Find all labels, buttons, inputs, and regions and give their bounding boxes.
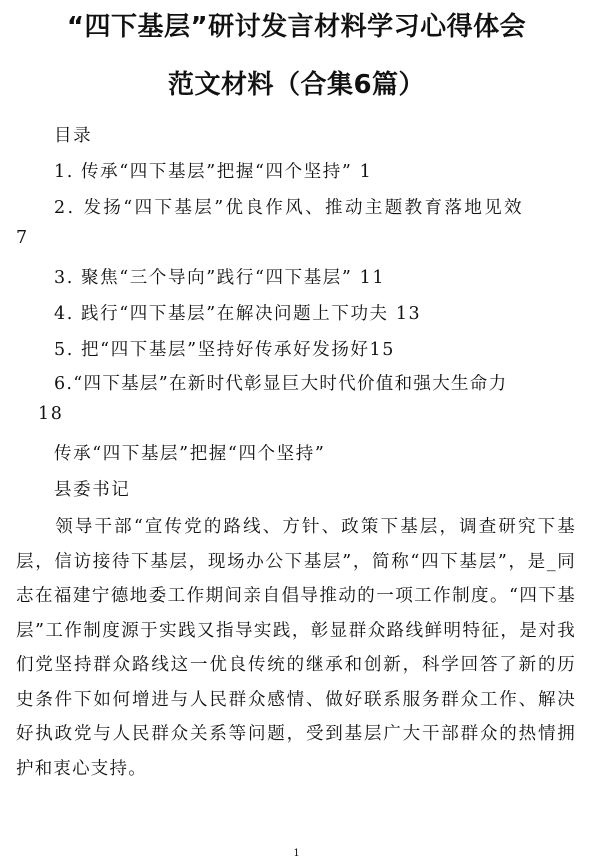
document-title-line-2: 范文材料（合集6篇） — [167, 70, 426, 100]
page-number: 1 — [293, 848, 300, 859]
toc-item-continuation: 18 — [38, 404, 64, 424]
document-title-line-1: “四下基层”研讨发言材料学习心得体会 — [66, 12, 527, 42]
toc-heading: 目录 — [54, 126, 93, 146]
section-title: 传承“四下基层”把握“四个坚持” — [54, 444, 326, 464]
toc-item-continuation: 7 — [16, 228, 29, 248]
toc-item: 6.“四下基层”在新时代彰显巨大时代价值和强大生命力 — [54, 374, 508, 394]
toc-item: 4. 践行“四下基层”在解决问题上下功夫 13 — [54, 304, 422, 324]
toc-item: 5. 把“四下基层”坚持好传承好发扬好15 — [54, 340, 396, 360]
author-line: 县委书记 — [54, 480, 131, 500]
toc-item: 3. 聚焦“三个导向”践行“四下基层” 11 — [54, 268, 386, 288]
paragraph-text: 领导干部“宣传党的路线、方针、政策下基层，调查研究下基层，信访接待下基层，现场办公下基层”，简称“四下基层”，是_同志在福建宁德地委工作期间亲自倡导推动的一项工作制度。“四下基层”工作制度源于实践又指导实践，彰显群众路线鲜明特征，是对我们党坚持群众路线这一优良传统的继承和创新，科学回答了新的历史条件下如何增进与人民群众感情、做好联系服务群众工作、解决好执政党与人民群众关系等问题，受到基层广大干部群众的热情拥护和衷心支持。 — [16, 517, 576, 779]
toc-item: 1. 传承“四下基层”把握“四个坚持” 1 — [54, 162, 373, 182]
toc-item: 2. 发扬“四下基层”优良作风、推动主题教育落地见效 — [54, 198, 525, 218]
body-paragraph — [16, 510, 576, 786]
